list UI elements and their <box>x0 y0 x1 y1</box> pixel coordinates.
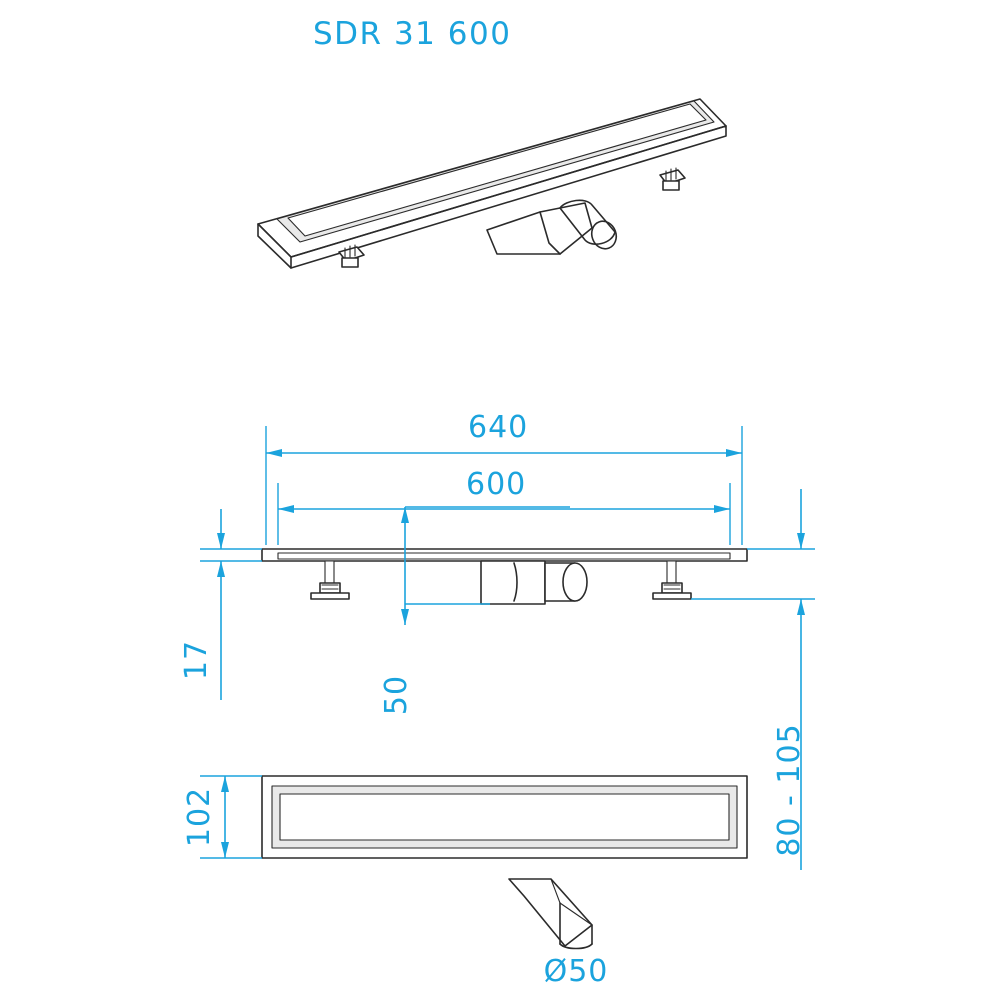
front-foot-right-stem <box>667 561 676 583</box>
iso-foot-right <box>660 168 685 190</box>
dimension-height-range-label: 80 - 105 <box>772 723 807 857</box>
dimension-outlet-offset <box>379 507 570 715</box>
top-plan-view <box>262 776 747 949</box>
dimension-flange-height-label: 17 <box>179 639 214 681</box>
dimension-grate-length <box>278 467 730 545</box>
front-foot-right-base <box>653 593 691 599</box>
isometric-view <box>258 99 726 268</box>
iso-foot-right-base <box>663 181 679 190</box>
iso-foot-left <box>339 245 364 267</box>
dimension-outlet-offset-label: 50 <box>379 674 414 716</box>
front-foot-left-base <box>311 593 349 599</box>
front-foot-left <box>311 561 349 599</box>
iso-foot-left-base <box>342 258 358 267</box>
plan-grate-inner <box>280 794 729 840</box>
dimension-overall-width-label: 102 <box>182 786 217 848</box>
dimension-overall-width <box>182 776 262 858</box>
dimension-grate-length-label: 600 <box>466 467 527 502</box>
dimension-overall-length-label: 640 <box>468 410 529 445</box>
page-title: SDR 31 600 <box>313 16 512 52</box>
front-foot-right <box>653 561 691 599</box>
iso-grate-inner <box>288 104 706 236</box>
front-channel-body <box>278 553 730 559</box>
plan-outlet-pipe <box>509 879 592 946</box>
dimension-outlet-diameter-label: Ø50 <box>543 954 609 989</box>
dimension-flange-height <box>179 509 262 700</box>
front-foot-left-stem <box>325 561 334 583</box>
front-outlet-housing <box>481 561 545 604</box>
front-outlet-pipe-mouth <box>563 563 587 601</box>
front-elevation-view <box>262 549 747 604</box>
iso-outlet-pipe-mouth <box>588 218 620 253</box>
